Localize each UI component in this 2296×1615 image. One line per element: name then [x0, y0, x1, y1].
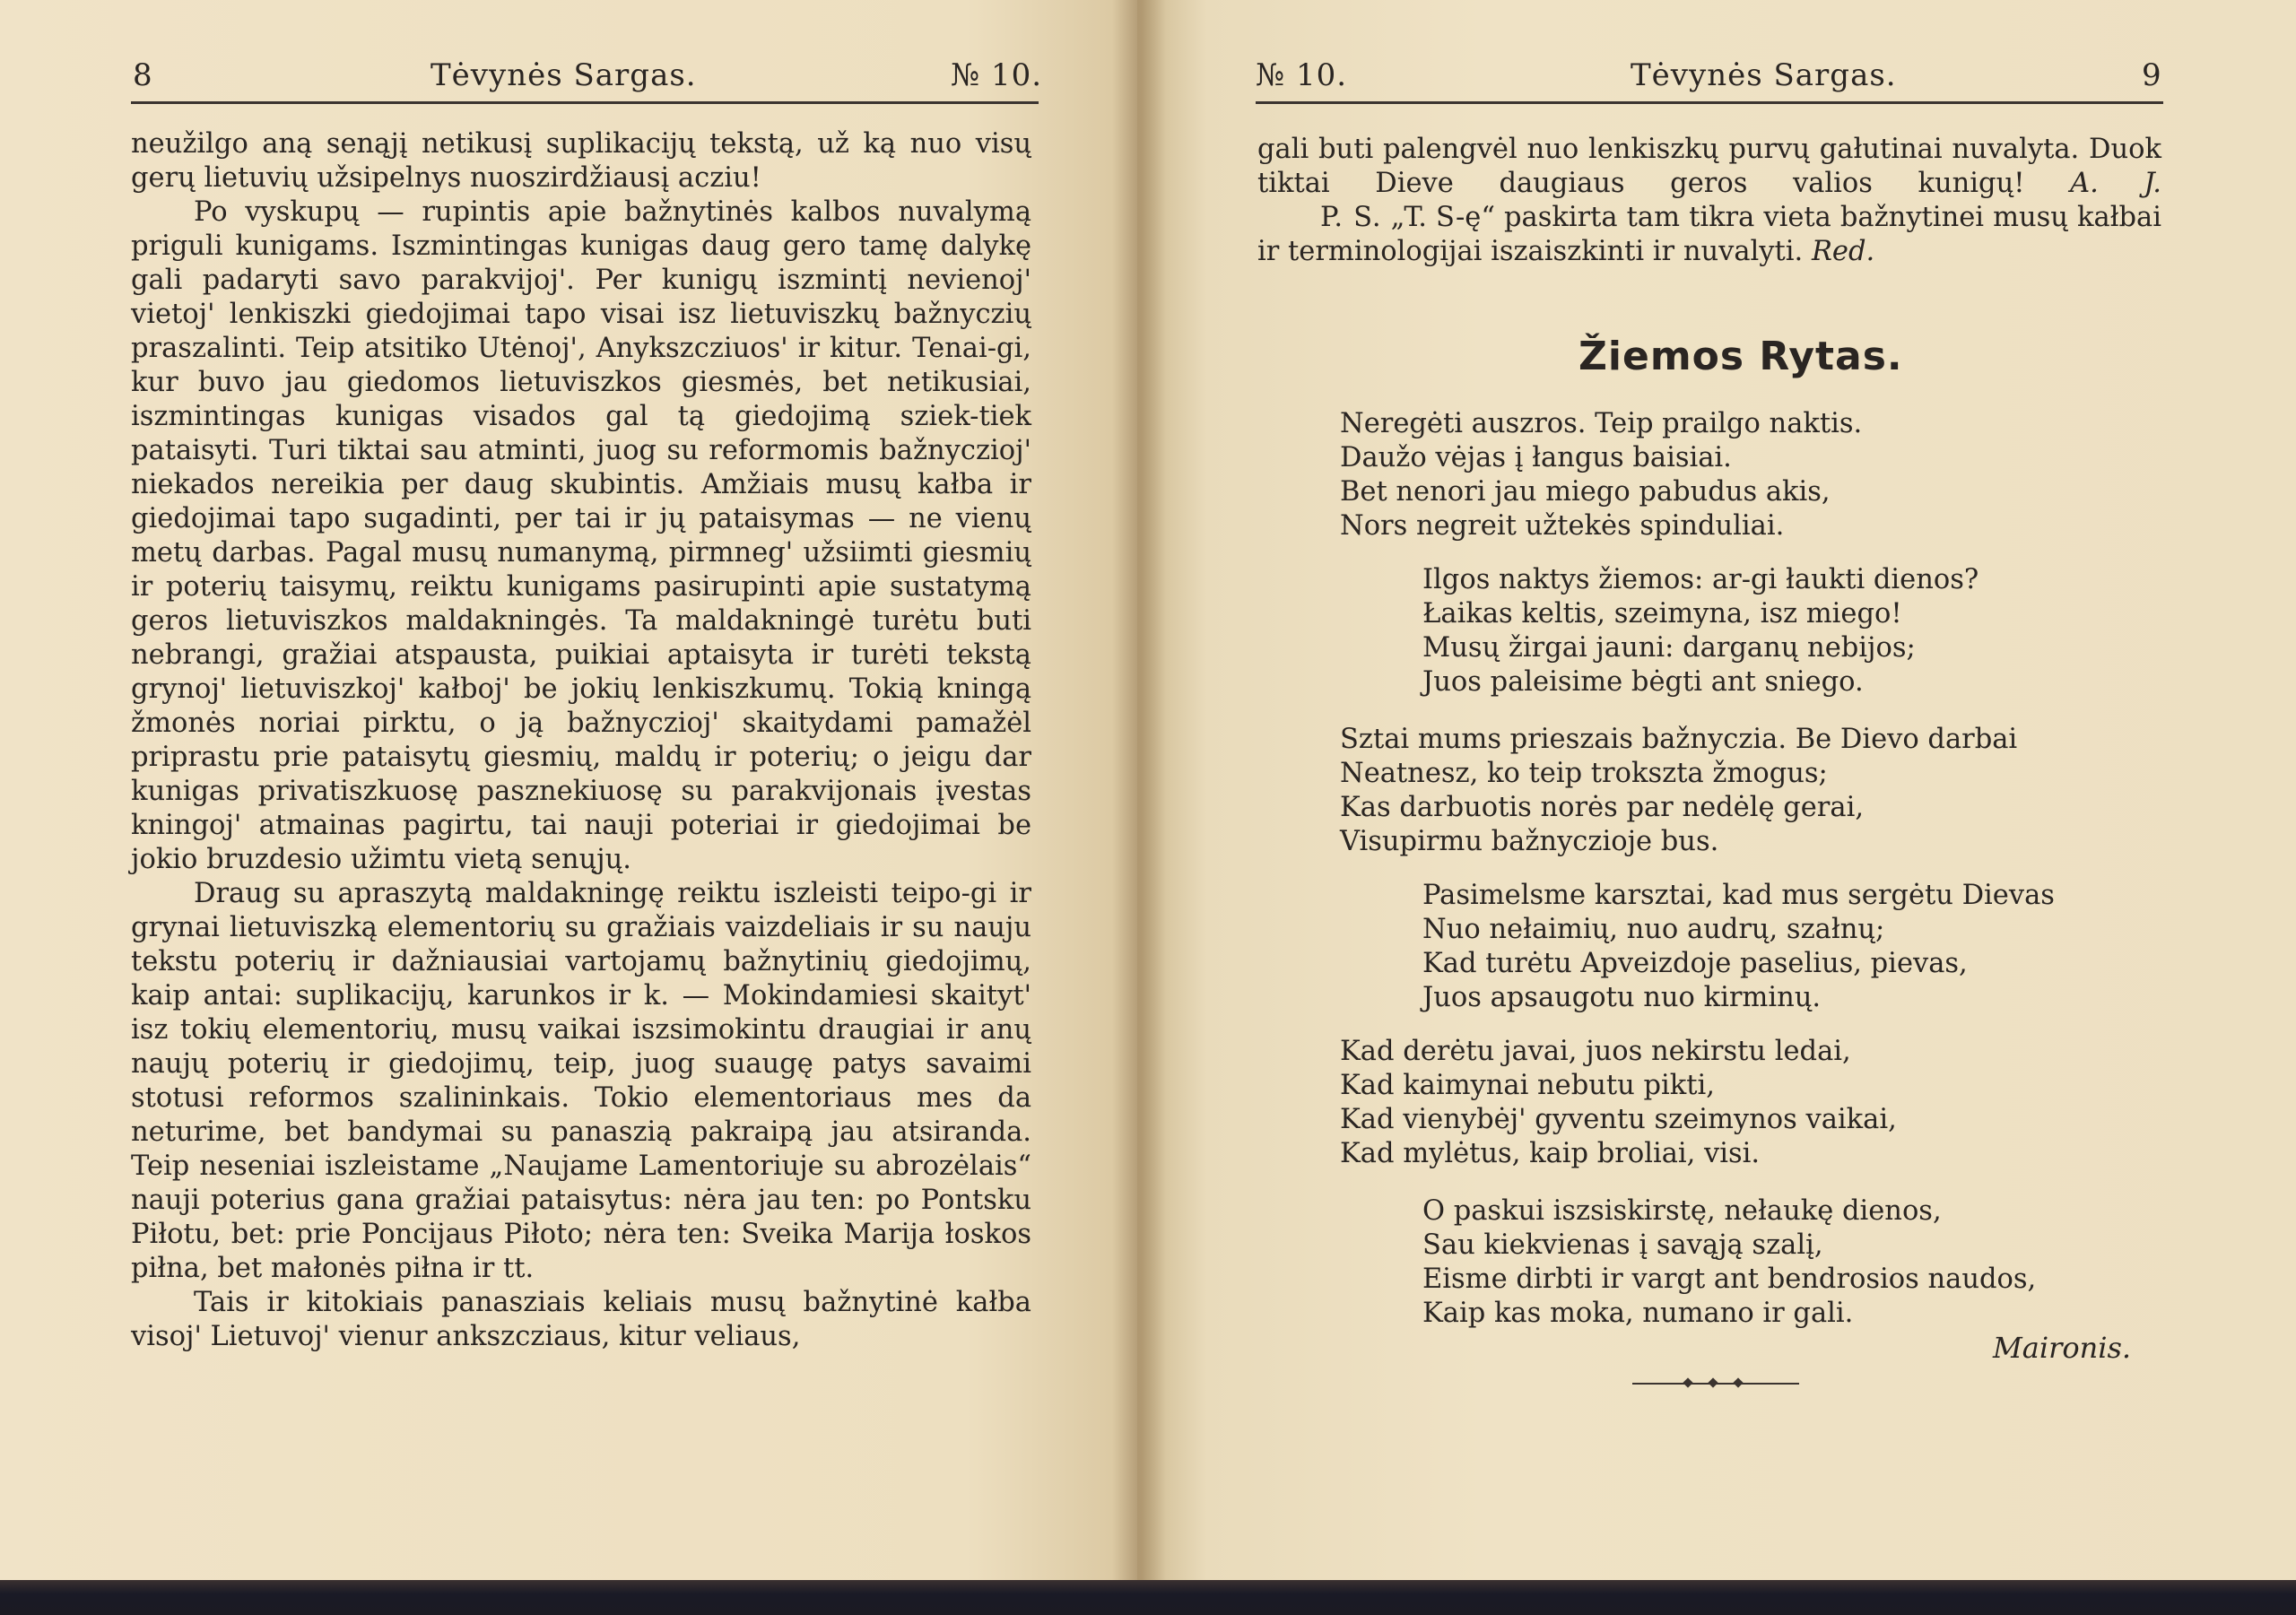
left-running-title: Tėvynės Sargas.	[430, 57, 697, 93]
stanza-line: Kad mylėtus, kaip broliai, visi.	[1340, 1138, 1761, 1169]
stanza-5	[1340, 1035, 1897, 1171]
left-paragraph-1: neužilgo aną senąjį netikusį suplikacijų tekstą, už ką nuo visų gerų lietuvių užsipelnys nuoszirdžiausį acziu!	[131, 128, 1031, 194]
stanza-line: Ilgos naktys žiemos: ar-gi łaukti dienos?	[1422, 564, 1979, 595]
stanza-line: Nuo nełaimių, nuo audrų, szałnų;	[1422, 914, 1885, 945]
right-running-title: Tėvynės Sargas.	[1631, 57, 1897, 93]
right-intro	[1257, 133, 2161, 269]
stanza-line: O paskui iszsiskirstę, nełaukę dienos,	[1422, 1195, 1942, 1227]
stanza-line: Łaikas keltis, szeimyna, isz miego!	[1422, 598, 1902, 630]
left-page-header	[126, 57, 1043, 104]
stanza-line: Visupirmu bažnyczioje bus.	[1340, 826, 1719, 857]
stanza-line: Juos paleisime bėgti ant sniego.	[1422, 666, 1864, 698]
stanza-line: Kad turėtu Apveizdoje paselius, pievas,	[1422, 948, 1968, 979]
stanza-4	[1422, 879, 2055, 1015]
right-intro-text: gali buti palengvėl nuo lenkiszkų purvų gałutinai nuvalyta. Duok tiktai Dieve daugiaus geros valios kunigų!	[1257, 134, 2161, 199]
ps-text: „T. S-ę“ paskirta tam tikra vieta bažnytinei musų kałbai ir terminologijai iszaiszkinti ir nuvalyti.	[1257, 202, 2161, 267]
stanza-3	[1340, 723, 2017, 859]
left-paragraph-2: Po vyskupų — rupintis apie bažnytinės kalbos nuvalymą priguli kunigams. Iszmintingas kunigas daug gero tamę dalykę gali padaryti savo parakvijoj'. Per kunigų iszmintį nevienoj' vietoj' lenkiszki giedojimai tapo visai isz lietuviszkų bažnyczių praszalinti. Teip atsitiko Utėnoj', Anykszcziuos' ir kitur. Tenai-gi, kur buvo jau giedomos lietuviszkos giesmės, bet netikusiai, iszmintingas kunigas visados gal tą giedojimą sziek-tiek pataisyti. Turi tiktai sau atminti, juog su reformomis bažnyczioj' niekados nereikia per daug skubintis. Amžiais musų kałba ir giedojimai tapo sugadinti, per tai ir jų pataisymas — ne vienų metų darbas. Pagal musų numanymą, pirmneg' užsiimti giesmių ir poterių taisymų, reiktu kunigams pasirupinti apie sustatymą geros lietuviszkos maldakningės. Ta maldakningė turėtu buti nebrangi, gražiai atspausta, puikiai aptaisyta ir turėti tekstą grynoj' lietuviszkoj' kałboj' be jokių lenkiszkumų. Tokią kningą žmonės noriai pirktu, o ją bažnyczioj' skaitydami pamažėl priprastu prie pataisytų giesmių, maldų ir poterių; o jeigu dar kunigas privatiszkuosę pasznekiuosę su parakvijonais įvestas kningoj' atmainas pagirtu, tai nauji poteriai ir giedojimai be jokio bruzdesio užimtu vietą senųjų.	[131, 196, 1031, 875]
stanza-line: Sztai mums prieszais bažnyczia. Be Dievo darbai	[1340, 724, 2018, 755]
ps-signature: Red.	[1811, 236, 1875, 267]
book-edge	[0, 1580, 2296, 1615]
left-text-column	[131, 127, 1031, 1354]
poem-title: Žiemos Rytas.	[1578, 334, 1903, 379]
book-gutter	[1112, 0, 1166, 1592]
stanza-line: Sau kiekvienas į savąją szalį,	[1422, 1229, 1823, 1261]
left-issue-number: № 10.	[951, 57, 1043, 93]
stanza-line: Musų žirgai jauni: darganų nebijos;	[1422, 632, 1916, 664]
stanza-line: Daužo vėjas į łangus baisiai.	[1340, 442, 1732, 473]
stanza-2	[1422, 563, 1979, 699]
left-paragraph-3: Draug su apraszytą maldakningę reiktu iszleisti teipo-gi ir grynai lietuviszką elementorių su gražiais vaizdeliais ir su nauju tekstu poterių ir dažniausiai vartojamų bažnytinių giedojimų, kaip antai: suplikacijų, karunkos ir k. — Mokindamiesi skaityt' isz tokių elementorių, musų vaikai iszsimokintu draugiai ir anų naujų poterių ir giedojimų, teip, juog suaugę patys savaimi stotusi reformos szalininkais. Tokio elementoriaus mes da neturime, bet bandymai su panaszią pakraipą jau atsiranda. Teip neseniai iszleistame „Naujame Lamentoriuje su abrozėlais“ nauji poterius gana gražiai pataisytus: nėra jau ten: po Pontsku Piłotu, bet: prie Poncijaus Piłoto; nėra ten: Sveika Marija łoskos piłna, bet małonės piłna ir tt.	[131, 878, 1031, 1284]
stanza-line: Kad vienybėj' gyventu szeimynos vaikai,	[1340, 1104, 1897, 1135]
stanza-6	[1422, 1194, 2036, 1331]
left-header-rule	[131, 101, 1039, 104]
right-intro-signature: A. J.	[2070, 168, 2161, 199]
stanza-line: Kas darbuotis norės par nedėlę gerai,	[1340, 792, 1865, 823]
left-page-number: 8	[133, 57, 153, 93]
right-issue-number: № 10.	[1256, 57, 1348, 93]
stanza-line: Neregėti auszros. Teip prailgo naktis.	[1340, 408, 1863, 439]
stanza-line: Bet nenori jau miego pabudus akis,	[1340, 476, 1831, 508]
stanza-line: Eisme dirbti ir vargt ant bendrosios naudos,	[1422, 1263, 2037, 1295]
left-paragraph-4: Tais ir kitokiais panasziais keliais musų bažnytinė kałba visoj' Lietuvoj' vienur ankszcziaus, kitur veliaus,	[131, 1287, 1031, 1352]
stanza-line: Kad derėtu javai, juos nekirstu ledai,	[1340, 1036, 1851, 1067]
ps-paragraph	[1257, 201, 2161, 269]
right-header-rule	[1256, 101, 2163, 104]
stanza-1	[1340, 407, 1862, 543]
right-page-header	[1254, 57, 2169, 104]
ps-label: P. S.	[1320, 202, 1382, 233]
right-intro-paragraph	[1257, 133, 2161, 201]
stanza-line: Juos apsaugotu nuo kirminų.	[1422, 982, 1822, 1013]
right-page-number: 9	[2142, 57, 2162, 93]
stanza-line: Kad kaimynai nebutu pikti,	[1340, 1070, 1715, 1101]
poem-signature: Maironis.	[1993, 1331, 2132, 1365]
stanza-line: Pasimelsme karsztai, kad mus sergėtu Dievas	[1422, 880, 2055, 911]
stanza-line: Kaip kas moka, numano ir gali.	[1422, 1298, 1854, 1329]
stanza-line: Neatnesz, ko teip trokszta žmogus;	[1340, 758, 1828, 789]
stanza-line: Nors negreit užtekės spinduliai.	[1340, 510, 1785, 542]
